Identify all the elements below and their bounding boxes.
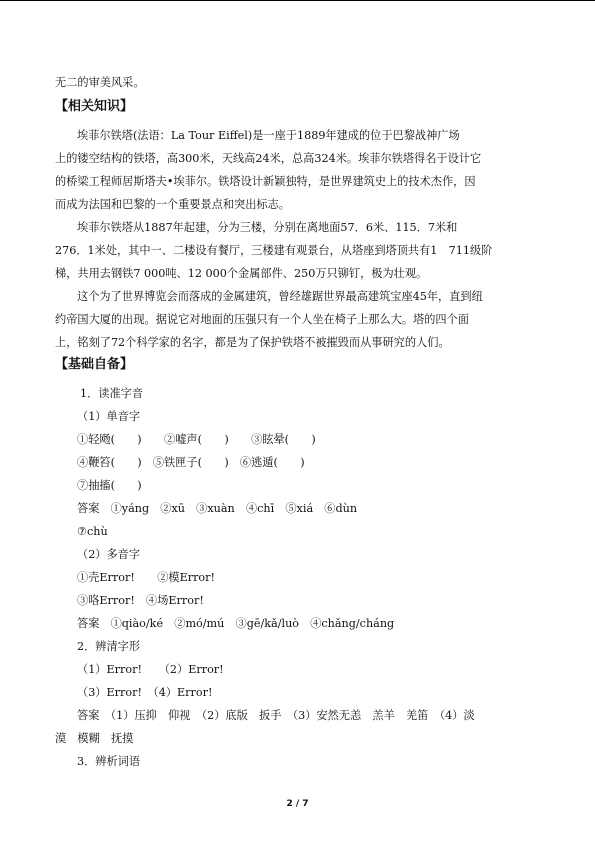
exercise-line: ⑦抽搐( )	[77, 479, 142, 492]
paragraph-line: 这个为了世界博览会而落成的金属建筑，曾经雄踞世界最高建筑宝座45年，直到纽	[77, 290, 483, 303]
section-heading-basics: 【基础自备】	[55, 357, 134, 372]
paragraph-line: 而成为法国和巴黎的一个重要景点和突出标志。	[55, 198, 290, 211]
answer-line: 漠 模糊 抚摸	[55, 732, 134, 745]
exercise-line: ③咯Error! ④场Error!	[77, 594, 204, 607]
exercise-line: （1）Error! （2）Error!	[77, 663, 224, 676]
paragraph-line: 埃菲尔铁塔从1887年起建，分为三楼，分别在离地面57．6米、115．7米和	[77, 221, 458, 234]
paragraph-line: 上，铭刻了72个科学家的名字，都是为了保护铁塔不被摧毁而从事研究的人们。	[55, 336, 450, 349]
paragraph-line: 上的镂空结构的铁塔，高300米，天线高24米，总高324米。埃菲尔铁塔得名于设计它	[55, 152, 482, 165]
subitem-heading: （1）单音字	[77, 410, 141, 423]
subitem-heading: （2）多音字	[77, 548, 141, 561]
item-heading: 3．辨析词语	[77, 755, 141, 768]
answer-line: ⑦chù	[77, 525, 108, 538]
exercise-line: （3）Error! （4）Error!	[77, 686, 213, 699]
item-heading: 2．辨清字形	[77, 640, 141, 653]
top-border-line	[0, 0, 595, 1]
answer-line: 答案 ①qiào/ké ②mó/mú ③gē/kǎ/luò ④chǎng/cháng	[77, 617, 395, 630]
paragraph-line: 梯，共用去钢铁7 000吨、12 000个金属部件、250万只铆钉，极为壮观。	[55, 267, 428, 280]
answer-line: 答案 ①yáng ②xū ③xuàn ④chī ⑤xiá ⑥dùn	[77, 502, 358, 515]
paragraph-line: 约帝国大厦的出现。据说它对地面的压强只有一个人坐在椅子上那么大。塔的四个面	[55, 313, 469, 326]
paragraph-line: 的桥梁工程师居斯塔夫•埃菲尔。铁塔设计新颖独特，是世界建筑史上的技术杰作，因	[55, 175, 476, 188]
text-line: 无二的审美风采。	[55, 76, 145, 89]
item-heading: 1．读准字音	[80, 387, 144, 400]
section-heading-related-knowledge: 【相关知识】	[55, 99, 134, 114]
exercise-line: ①轻飏( ) ②嘘声( ) ③眩晕( )	[77, 433, 316, 446]
paragraph-line: 埃菲尔铁塔(法语：La Tour Eiffel)是一座于1889年建成的位于巴黎战神广场	[77, 129, 460, 142]
exercise-line: ①壳Error! ②模Error!	[77, 571, 216, 584]
paragraph-line: 276．1米处，其中一、二楼设有餐厅，三楼建有观景台，从塔座到塔顶共有1 711级阶	[55, 244, 493, 257]
page-number: 2 / 7	[286, 799, 309, 809]
exercise-line: ④鞭笞( ) ⑤铁匣子( ) ⑥逃遁( )	[77, 456, 305, 469]
answer-line: 答案 （1）压抑 仰视 （2）底版 扳手 （3）安然无恙 羔羊 羌笛 （4）淡	[77, 709, 475, 722]
